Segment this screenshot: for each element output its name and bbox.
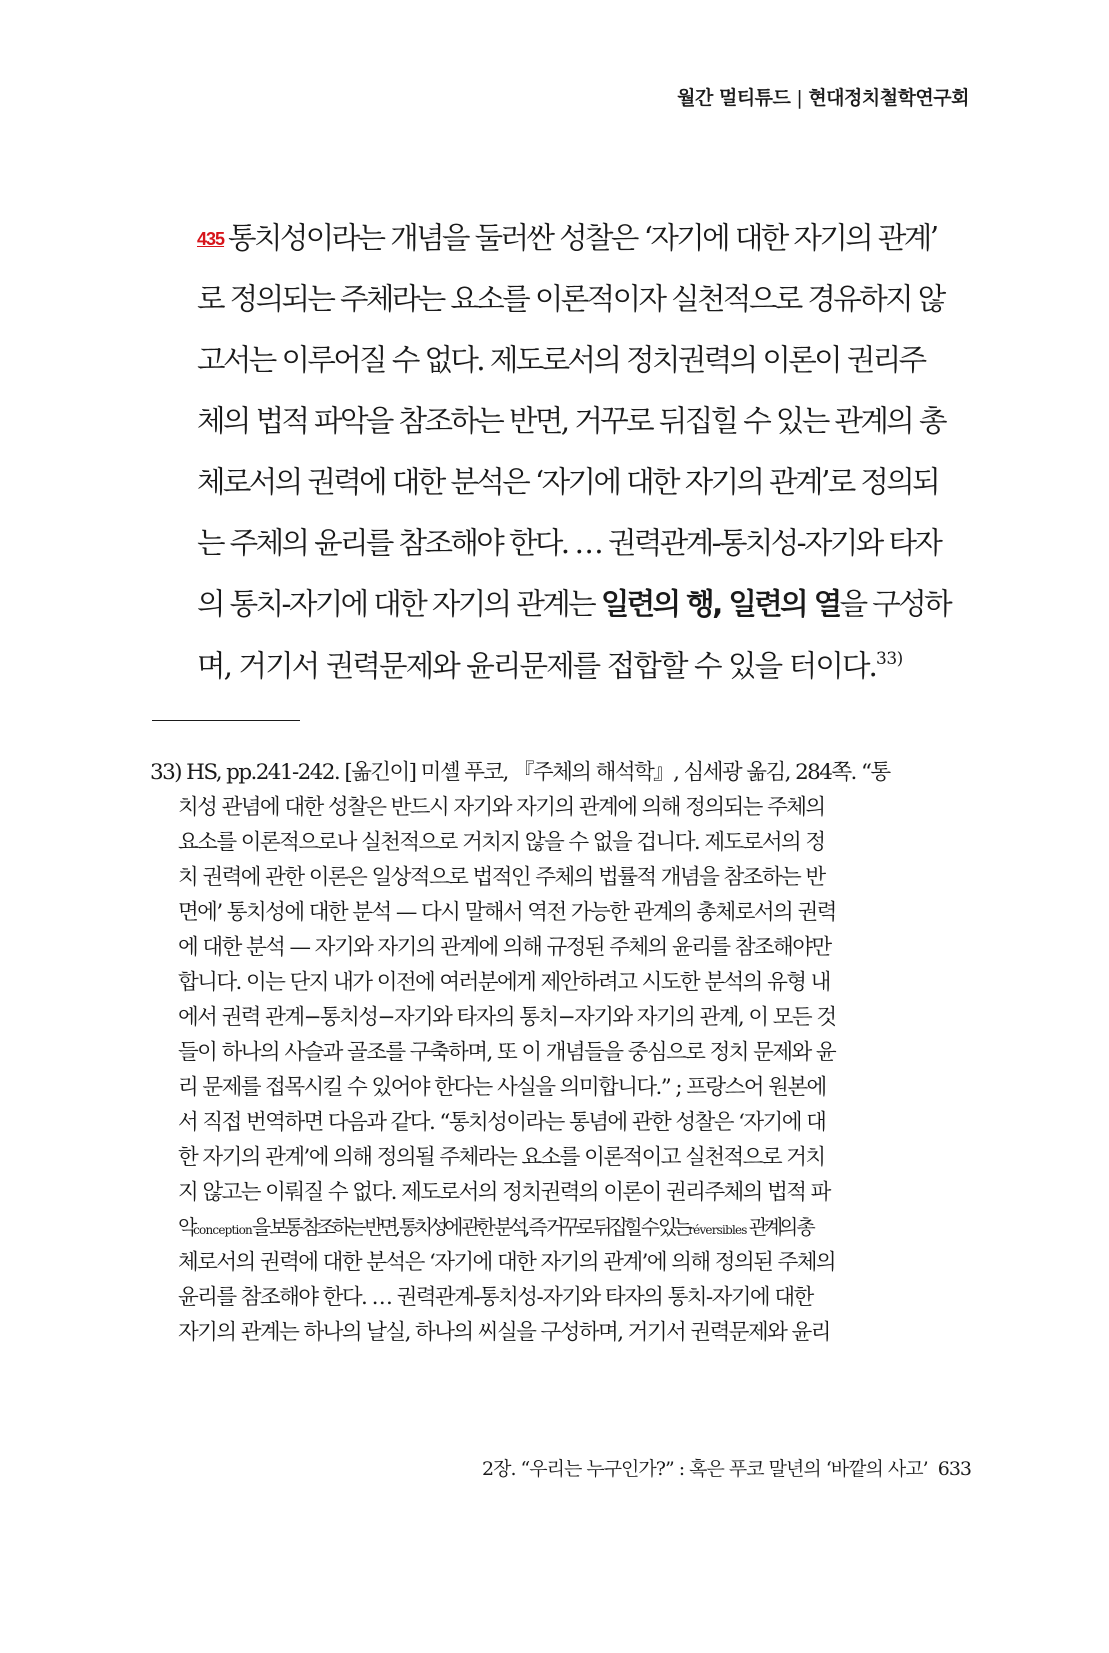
footnote-line: 악conception을 보통 참조하는 반면, 통치성에 관한 분석, 즉 거꾸로 뒤집힐 수 있는réversibles 관계의 총: [178, 1215, 812, 1239]
footnote-33: [150, 762, 920, 1357]
running-header: [677, 83, 969, 110]
footnote-line: 에서 권력 관계−통치성−자기와 타자의 통치−자기와 자기의 관계, 이 모든 것: [178, 1005, 836, 1030]
footnote-line: 치 권력에 관한 이론은 일상적으로 법적인 주체의 법률적 개념을 참조하는 반: [178, 865, 825, 890]
footnote-reference[interactable]: 33): [876, 649, 903, 669]
main-line-8: 며, 거기서 권력문제와 윤리문제를 접합할 수 있을 터이다.$^{33)}$: [197, 649, 903, 683]
footnote-line: 합니다. 이는 단지 내가 이전에 여러분에게 제안하려고 시도한 분석의 유형 내: [178, 970, 830, 995]
footnote-line: 자기의 관계는 하나의 날실, 하나의 씨실을 구성하며, 거기서 권력문제와 윤리: [178, 1320, 830, 1345]
footnote-divider: [152, 720, 300, 721]
running-footer: [482, 1454, 971, 1481]
main-line-5: 체로서의 권력에 대한 분석은 ‘자기에 대한 자기의 관계’로 정의되: [197, 465, 939, 499]
footnote-line: 33) HS, pp.241-242. [옮긴이] 미셸 푸코, 『주체의 해석학』, 심세광 옮김, 284쪽. “통: [150, 760, 890, 785]
footnote-line: 치성 관념에 대한 성찰은 반드시 자기와 자기의 관계에 의해 정의되는 주체의: [178, 795, 825, 820]
main-line-7: 의 통치-자기에 대한 자기의 관계는 일련의 행, 일련의 열을 구성하: [197, 587, 950, 621]
footnote-line: 면에’ 통치성에 대한 분석 — 다시 말해서 역전 가능한 관계의 총체로서의 권력: [178, 900, 836, 925]
footnote-line: 윤리를 참조해야 한다. … 권력관계-통치성-자기와 타자의 통치-자기에 대한: [178, 1285, 813, 1310]
header-separator: |: [796, 87, 803, 109]
main-line-3: 고서는 이루어질 수 없다. 제도로서의 정치권력의 이론이 권리주: [197, 343, 925, 377]
emphasis-series-row: 일련의 행: [600, 587, 713, 621]
footnote-line: 지 않고는 이뤄질 수 없다. 제도로서의 정치권력의 이론이 권리주체의 법적 파: [178, 1180, 830, 1205]
journal-title: 월간 멀티튜드: [677, 87, 791, 109]
main-line-1: 435 통치성이라는 개념을 둘러싼 성찰은 ‘자기에 대한 자기의 관계’: [197, 221, 937, 255]
footnote-line: 에 대한 분석 — 자기와 자기의 관계에 의해 규정된 주체의 윤리를 참조해야만: [178, 935, 831, 960]
footnote-line: 한 자기의 관계’에 의해 정의될 주체라는 요소를 이론적이고 실천적으로 거치: [178, 1145, 825, 1170]
footnote-line: 리 문제를 접목시킬 수 있어야 한다는 사실을 의미합니다.” ; 프랑스어 원본에: [178, 1075, 826, 1100]
main-line-4: 체의 법적 파악을 참조하는 반면, 거꾸로 뒤집힐 수 있는 관계의 총: [197, 404, 945, 438]
page-number: 633: [937, 1458, 971, 1480]
organization-name: 현대정치철학연구회: [808, 87, 969, 109]
chapter-title: 2장. “우리는 누구인가?” : 혹은 푸코 말년의 ‘바깥의 사고’: [482, 1458, 928, 1480]
footnote-line: 체로서의 권력에 대한 분석은 ‘자기에 대한 자기의 관계’에 의해 정의된 주체의: [178, 1250, 836, 1275]
paragraph-number-link[interactable]: 435: [197, 229, 225, 249]
main-quotation: [197, 221, 950, 712]
footnote-line: 서 직접 번역하면 다음과 같다. “통치성이라는 통념에 관한 성찰은 ‘자기에 대: [178, 1110, 826, 1135]
term-reversibles: réversibles: [688, 1223, 747, 1237]
footnote-line: 요소를 이론적으로나 실천적으로 거치지 않을 수 없을 겁니다. 제도로서의 정: [178, 830, 825, 855]
main-line-6: 는 주체의 윤리를 참조해야 한다. … 권력관계-통치성-자기와 타자: [197, 526, 941, 560]
emphasis-series-column: 일련의 열: [728, 587, 840, 621]
term-conception: conception: [193, 1223, 252, 1237]
main-line-2: 로 정의되는 주체라는 요소를 이론적이자 실천적으로 경유하지 않: [197, 282, 944, 316]
footnote-line: 들이 하나의 사슬과 골조를 구축하며, 또 이 개념들을 중심으로 정치 문제와 윤: [178, 1040, 836, 1065]
